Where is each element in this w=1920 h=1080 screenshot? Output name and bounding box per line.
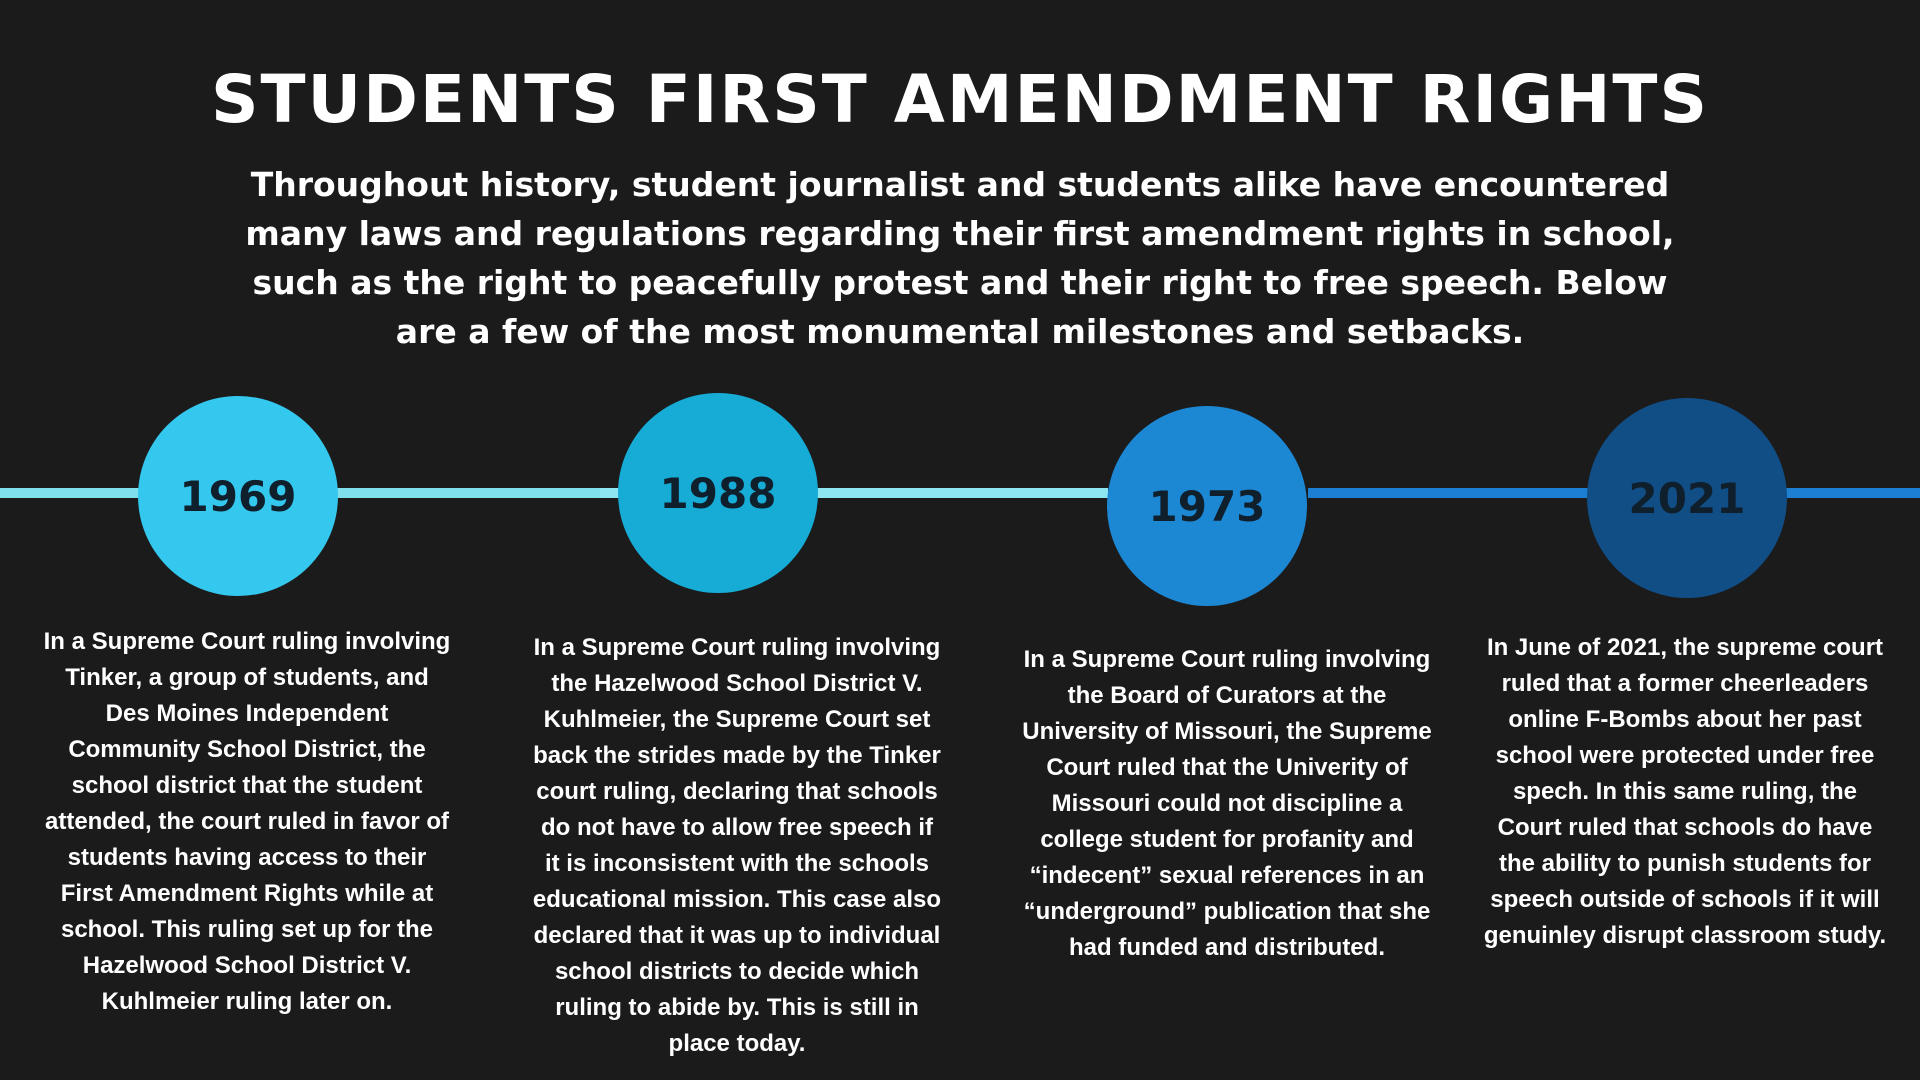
event-description-1973: In a Supreme Court ruling involving the Board of Curators at the University of Missouri, the Supreme Court ruled that the Univerity of Missouri could not discipline a college student for profanity and “indecent” sexual references in an “underground” publication that she had funded and distributed. xyxy=(1022,646,1432,961)
event-description-1969: In a Supreme Court ruling involving Tinker, a group of students, and Des Moines Independent Community School District, the school district that the student attended, the court ruled in favor of students having access to their First Amendment Rights while at school. This ruling set up for the Hazelwood School District V. Kuhlmeier ruling later on. xyxy=(43,628,451,1015)
year-circle-1973: 1973 xyxy=(1107,406,1307,606)
year-circle-2021: 2021 xyxy=(1587,398,1787,598)
year-circle-1969: 1969 xyxy=(138,396,338,596)
event-description-1988: In a Supreme Court ruling involving the Hazelwood School District V. Kuhlmeier, the Supreme Court set back the strides made by the Tinker court ruling, declaring that schools do not have to allow free speech if it is inconsistent with the schools educational mission. This case also declared that it was up to individual school districts to decide which ruling to abide by. This is still in place today. xyxy=(532,634,942,1057)
page-title: STUDENTS FIRST AMENDMENT RIGHTS xyxy=(211,61,1709,138)
year-circle-1988: 1988 xyxy=(618,393,818,593)
intro-text: Throughout history, student journalist and students alike have encountered many laws and regulations regarding their first amendment rights in school, such as the right to peacefully protest and their right to free speech. Below are a few of the most monumental milestones and setbacks. xyxy=(245,165,1675,351)
event-description-2021: In June of 2021, the supreme court ruled that a former cheerleaders online F-Bombs about her past school were protected under free spech. In this same ruling, the Court ruled that schools do have the ability to punish students for speech outside of schools if it will genuinley disrupt classroom study. xyxy=(1483,634,1887,949)
